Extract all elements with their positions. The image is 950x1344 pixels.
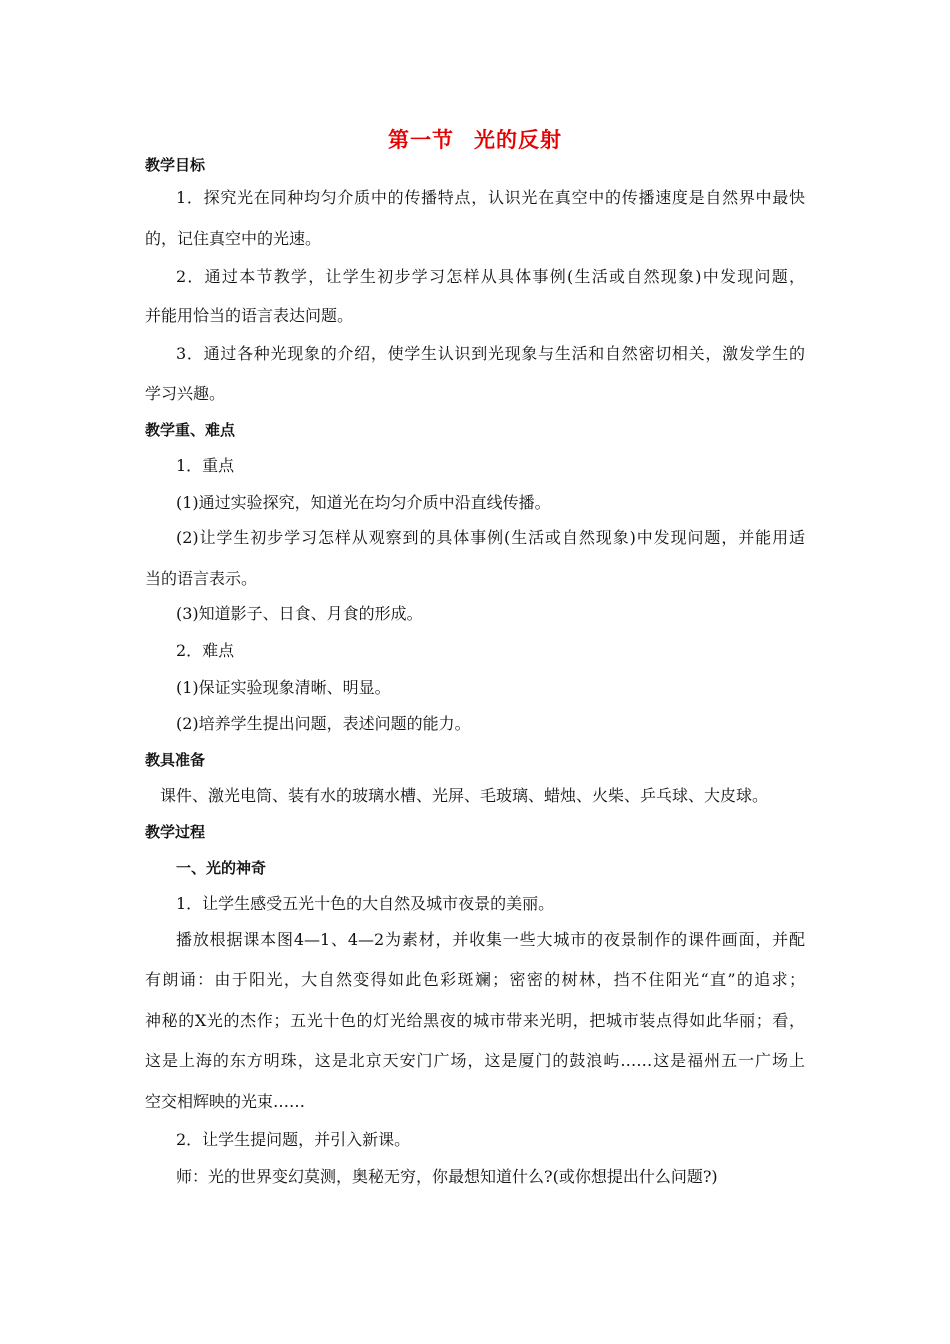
title-section-number: 第一节 <box>388 127 454 152</box>
paragraph-line: 当的语言表示。 <box>145 569 258 588</box>
paragraph-line: (2)培养学生提出问题，表述问题的能力。 <box>176 714 471 733</box>
paragraph-line: 2．通过本节教学，让学生初步学习怎样从具体事例(生活或自然现象)中发现问题， <box>176 267 805 286</box>
paragraph-line: 课件、激光电筒、装有水的玻璃水槽、光屏、毛玻璃、蜡烛、火柴、乒乓球、大皮球。 <box>160 786 769 805</box>
paragraph-line: 播放根据课本图4—1、4—2为素材，并收集一些大城市的夜景制作的课件画面，并配 <box>176 930 805 949</box>
heading-teaching-process: 教学过程 <box>145 823 206 841</box>
paragraph-line: 1．探究光在同种均匀介质中的传播特点，认识光在真空中的传播速度是自然界中最快 <box>176 188 805 207</box>
title-text: 光的反射 <box>474 127 562 152</box>
paragraph-line: (1)通过实验探究，知道光在均匀介质中沿直线传播。 <box>176 493 551 512</box>
paragraph-line: 并能用恰当的语言表达问题。 <box>145 306 354 325</box>
subheading-wonder-of-light: 一、光的神奇 <box>176 859 267 877</box>
paragraph-line: 空交相辉映的光束…… <box>145 1092 306 1111</box>
page-title <box>0 124 950 154</box>
paragraph-line: 3．通过各种光现象的介绍，使学生认识到光现象与生活和自然密切相关，激发学生的 <box>176 344 805 363</box>
paragraph-line: 1．重点 <box>176 456 235 475</box>
paragraph-line: 神秘的X光的杰作；五光十色的灯光给黑夜的城市带来光明，把城市装点得如此华丽；看， <box>145 1011 805 1030</box>
paragraph-line: 1．让学生感受五光十色的大自然及城市夜景的美丽。 <box>176 894 555 913</box>
paragraph-line: 2．让学生提问题，并引入新课。 <box>176 1130 411 1149</box>
heading-key-points: 教学重、难点 <box>145 421 236 439</box>
heading-teaching-aids: 教具准备 <box>145 751 206 769</box>
paragraph-line: 2．难点 <box>176 641 235 660</box>
paragraph-line: (3)知道影子、日食、月食的形成。 <box>176 604 423 623</box>
heading-teaching-goals: 教学目标 <box>145 156 206 174</box>
paragraph-line: 的，记住真空中的光速。 <box>145 229 322 248</box>
paragraph-line: (2)让学生初步学习怎样从观察到的具体事例(生活或自然现象)中发现问题，并能用适 <box>176 528 805 547</box>
paragraph-line: 这是上海的东方明珠，这是北京天安门广场，这是厦门的鼓浪屿……这是福州五一广场上 <box>145 1051 805 1070</box>
paragraph-line: 师：光的世界变幻莫测，奥秘无穷，你最想知道什么?(或你想提出什么问题?) <box>176 1167 718 1186</box>
paragraph-line: 学习兴趣。 <box>145 384 226 403</box>
paragraph-line: 有朗诵：由于阳光，大自然变得如此色彩斑斓；密密的树林，挡不住阳光“直”的追求； <box>145 970 805 989</box>
paragraph-line: (1)保证实验现象清晰、明显。 <box>176 678 391 697</box>
